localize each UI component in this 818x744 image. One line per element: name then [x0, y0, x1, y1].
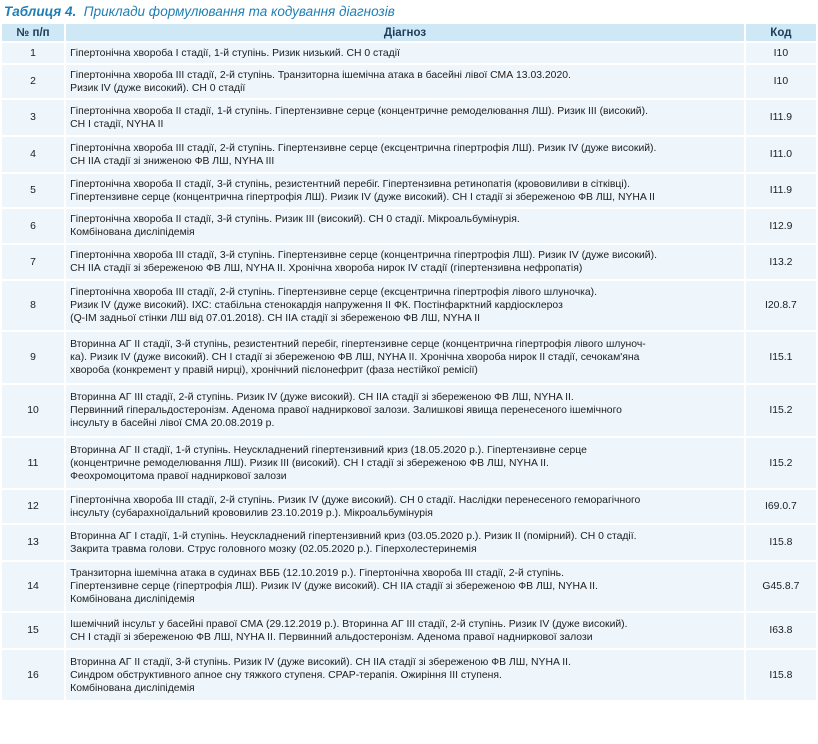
row-number: 16: [2, 650, 64, 700]
row-diagnosis: Гіпертонічна хвороба ІІІ стадії, 2-й ступінь. Ризик IV (дуже високий). СН 0 стадії. Наслідки перенесеного геморагічного інсульту (субарахноїдальний крововилив 23.10.2019 р.). Мікроальбумінурія: [66, 490, 744, 523]
table-row: [2, 490, 816, 523]
table-row: [2, 385, 816, 436]
row-number: 15: [2, 613, 64, 648]
row-number: 7: [2, 245, 64, 279]
row-number: 10: [2, 385, 64, 436]
row-diagnosis: Вторинна АГ ІІ стадії, 3-й ступінь. Ризик IV (дуже високий). СН ІІА стадії зі збереженою ФВ ЛШ, NYHA II. Синдром обструктивного апное сну тяжкого ступеня. CPAP-терапія. Ожиріння ІІІ ступеня. Комбінована дисліпідемія: [66, 650, 744, 700]
table-number: Таблиця 4.: [4, 4, 77, 19]
table-row: [2, 209, 816, 243]
row-number: 13: [2, 525, 64, 560]
row-code: І20.8.7: [746, 281, 816, 330]
row-diagnosis: Гіпертонічна хвороба ІІІ стадії, 2-й ступінь. Гіпертензивне серце (ексцентрична гіпертрофія лівого шлуночка). Ризик IV (дуже високий). ІХС: стабільна стенокардія напруження ІІ ФК. Постінфарктний кардіосклероз (Q-IM задньої стінки ЛШ від 07.01.2018). СН ІІА стадії зі збереженою ФВ ЛШ, NYHA II: [66, 281, 744, 330]
row-diagnosis: Гіпертонічна хвороба ІІ стадії, 3-й ступінь, резистентний перебіг. Гіпертензивна ретинопатія (крововиливи в сітківці). Гіпертензивне серце (концентрична гіпертрофія ЛШ). Ризик IV (дуже високий). СН І стадії зі збереженою ФВ ЛШ, NYHA II: [66, 174, 744, 207]
row-code: І63.8: [746, 613, 816, 648]
table-row: [2, 65, 816, 98]
header-code: Код: [746, 24, 816, 41]
table-row: [2, 332, 816, 383]
row-diagnosis: Вторинна АГ ІІІ стадії, 2-й ступінь. Ризик IV (дуже високий). СН ІІА стадії зі збереженою ФВ ЛШ, NYHA II. Первинний гіперальдостеронізм. Аденома правої надниркової залози. Залишкові явища перенесеного ішемічного інсульту в басейні лівої СМА 20.08.2019 р.: [66, 385, 744, 436]
row-code: І15.2: [746, 438, 816, 488]
row-number: 2: [2, 65, 64, 98]
table-row: [2, 613, 816, 648]
row-diagnosis: Вторинна АГ І стадії, 1-й ступінь. Неускладнений гіпертензивний криз (03.05.2020 р.). Ризик ІІ (помірний). СН 0 стадії. Закрита травма голови. Струс головного мозку (02.05.2020 р.). Гіперхолестеринемія: [66, 525, 744, 560]
row-code: І10: [746, 43, 816, 63]
row-diagnosis: Ішемічний інсульт у басейні правої СМА (29.12.2019 р.). Вторинна АГ ІІІ стадії, 2-й ступінь. Ризик IV (дуже високий). СН І стадії зі збереженою ФВ ЛШ, NYHA II. Первинний альдостеронізм. Аденома правої надниркової залози: [66, 613, 744, 648]
row-code: І69.0.7: [746, 490, 816, 523]
row-number: 1: [2, 43, 64, 63]
table-row: [2, 174, 816, 207]
table-title: Приклади формулювання та кодування діагнозів: [83, 4, 395, 19]
row-diagnosis: Гіпертонічна хвороба ІІ стадії, 3-й ступінь. Ризик ІІІ (високий). СН 0 стадії. Мікроальбумінурія. Комбінована дисліпідемія: [66, 209, 744, 243]
row-number: 4: [2, 137, 64, 172]
table-row: [2, 438, 816, 488]
row-code: І15.2: [746, 385, 816, 436]
table-row: [2, 650, 816, 700]
row-code: І15.1: [746, 332, 816, 383]
row-number: 3: [2, 100, 64, 135]
table-header-row: [2, 24, 816, 41]
row-code: І10: [746, 65, 816, 98]
table-row: [2, 100, 816, 135]
table-caption: [0, 0, 818, 24]
row-code: І11.0: [746, 137, 816, 172]
table-row: [2, 525, 816, 560]
row-code: І11.9: [746, 100, 816, 135]
header-number: № п/п: [2, 24, 64, 41]
row-number: 14: [2, 562, 64, 611]
row-number: 11: [2, 438, 64, 488]
row-number: 5: [2, 174, 64, 207]
row-number: 6: [2, 209, 64, 243]
row-diagnosis: Гіпертонічна хвороба І стадії, 1-й ступінь. Ризик низький. СН 0 стадії: [66, 43, 744, 63]
table-row: [2, 43, 816, 63]
row-diagnosis: Транзиторна ішемічна атака в судинах ВББ (12.10.2019 р.). Гіпертонічна хвороба ІІІ стадії, 2-й ступінь. Гіпертензивне серце (гіпертрофія ЛШ). Ризик IV (дуже високий). СН ІІА стадії зі збереженою ФВ ЛШ, NYHA II. Комбінована дисліпідемія: [66, 562, 744, 611]
header-diagnosis: Діагноз: [66, 24, 744, 41]
row-code: І15.8: [746, 525, 816, 560]
table-row: [2, 562, 816, 611]
row-code: G45.8.7: [746, 562, 816, 611]
row-diagnosis: Гіпертонічна хвороба ІІІ стадії, 3-й ступінь. Гіпертензивне серце (концентрична гіпертрофія ЛШ). Ризик IV (дуже високий). СН ІІА стадії зі збереженою ФВ ЛШ, NYHA II. Хронічна хвороба нирок IV стадії (гіпертензивна нефропатія): [66, 245, 744, 279]
diagnosis-table: [0, 22, 818, 702]
row-diagnosis: Вторинна АГ ІІ стадії, 1-й ступінь. Неускладнений гіпертензивний криз (18.05.2020 р.). Гіпертензивне серце (концентричне ремоделювання ЛШ). Ризик ІІІ (високий). СН І стадії зі збереженою ФВ ЛШ, NYHA II. Феохромоцитома правої надниркової залози: [66, 438, 744, 488]
row-code: І12.9: [746, 209, 816, 243]
table-row: [2, 281, 816, 330]
row-code: І11.9: [746, 174, 816, 207]
row-code: І13.2: [746, 245, 816, 279]
row-diagnosis: Гіпертонічна хвороба ІІ стадії, 1-й ступінь. Гіпертензивне серце (концентричне ремоделювання ЛШ). Ризик ІІІ (високий). СН І стадії, NYHA II: [66, 100, 744, 135]
row-diagnosis: Вторинна АГ ІІ стадії, 3-й ступінь, резистентний перебіг, гіпертензивне серце (концентрична гіпертрофія лівого шлуноч- ка). Ризик IV (дуже високий). СН І стадії зі збереженою ФВ ЛШ, NYHA II. Хронічна хвороба нирок ІІ стадії, сечокам'яна хвороба (конкремент у правій нирці), хронічний пієлонефрит (фаза нестійкої ремісії): [66, 332, 744, 383]
row-number: 12: [2, 490, 64, 523]
row-number: 9: [2, 332, 64, 383]
row-code: І15.8: [746, 650, 816, 700]
row-number: 8: [2, 281, 64, 330]
table-row: [2, 137, 816, 172]
row-diagnosis: Гіпертонічна хвороба ІІІ стадії, 2-й ступінь. Гіпертензивне серце (ексцентрична гіпертрофія ЛШ). Ризик IV (дуже високий). СН ІІА стадії зі зниженою ФВ ЛШ, NYHA III: [66, 137, 744, 172]
table-row: [2, 245, 816, 279]
row-diagnosis: Гіпертонічна хвороба ІІІ стадії, 2-й ступінь. Транзиторна ішемічна атака в басейні лівої СМА 13.03.2020. Ризик IV (дуже високий). СН 0 стадії: [66, 65, 744, 98]
